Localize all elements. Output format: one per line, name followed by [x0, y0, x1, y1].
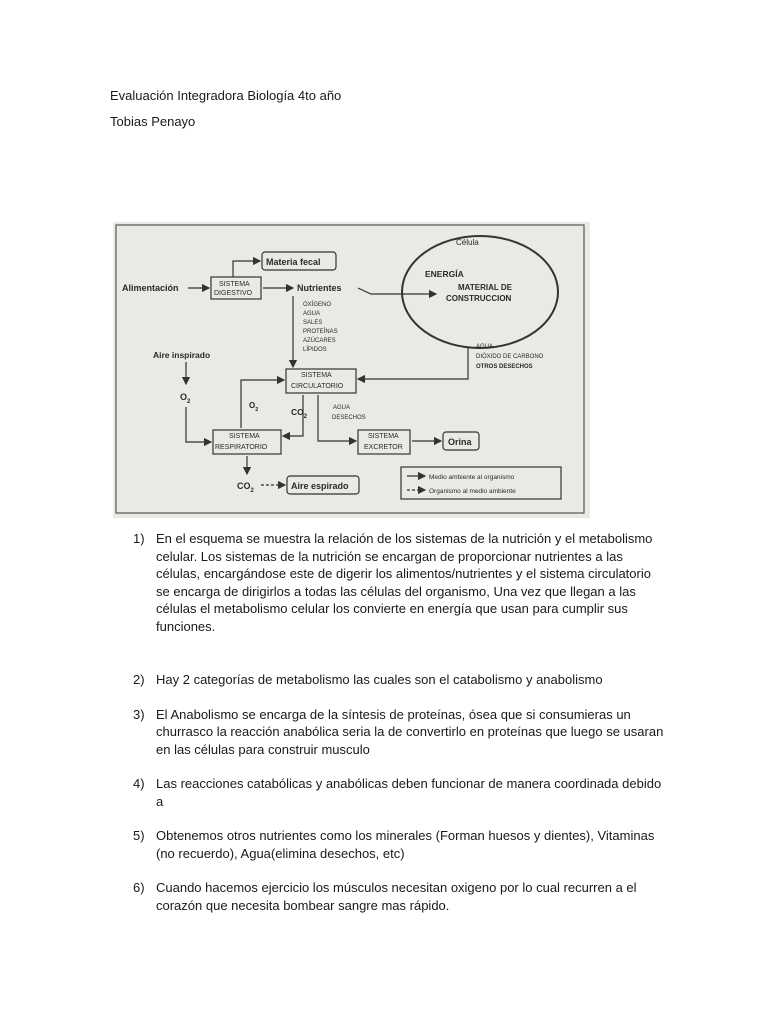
co2-bottom-label: $CO_2$ — [237, 481, 254, 494]
dioxido-label: DIÓXIDO DE CARBONO — [476, 354, 544, 360]
materia-fecal-label: Materia fecal — [266, 257, 321, 267]
answer-text: Cuando hacemos ejercicio los músculos necesitan oxigeno por lo cual recurren a el corazón que necesita bombear sangre mas rápido. — [156, 880, 637, 913]
aire-inspirado-label: Aire inspirado — [153, 350, 211, 360]
answer-text: Obtenemos otros nutrientes como los minerales (Forman huesos y dientes), Vitaminas (no recuerdo), Agua(elimina desechos, etc) — [156, 828, 655, 861]
sistema-digestivo-label-1: SISTEMA — [219, 281, 250, 288]
answer-number: 4) — [133, 776, 145, 791]
sistema-digestivo-label-2: DIGESTIVO — [214, 290, 253, 297]
answer-number: 2) — [133, 672, 145, 687]
answer-item — [125, 827, 665, 862]
sistema-circulatorio-label-1: SISTEMA — [301, 372, 332, 379]
agua-desechos-label-1: AGUA — [333, 405, 351, 411]
answer-text: El Anabolismo se encarga de la síntesis de proteínas, ósea que si consumieras un churrasco la reacción anabólica seria la de convertirlo en proteínas que luego se usaran en las células para construir musculo — [156, 706, 664, 757]
answers-list — [125, 530, 665, 914]
nutrient-item: AZÚCARES — [303, 338, 336, 344]
answer-number: 1) — [133, 531, 145, 546]
nutrient-item: OXÍGENO — [303, 302, 332, 308]
nutrient-item: LÍPIDOS — [303, 347, 327, 353]
sistema-excretor-label-2: EXCRETOR — [364, 444, 403, 451]
cell-ellipse — [402, 236, 558, 348]
material-label-1: MATERIAL DE — [458, 283, 512, 292]
sistema-excretor-label-1: SISTEMA — [368, 433, 399, 440]
answer-text: Hay 2 categorías de metabolismo las cuales son el catabolismo y anabolismo — [156, 672, 603, 687]
otros-desechos-label: OTROS DESECHOS — [476, 364, 533, 370]
celula-label: Célula — [456, 238, 479, 247]
nutrient-item: SALES — [303, 320, 323, 326]
energia-label: ENERGÍA — [425, 269, 464, 279]
answer-text: Las reacciones catabólicas y anabólicas deben funcionar de manera coordinada debido a — [156, 776, 662, 809]
answer-item — [125, 706, 665, 759]
co2-mid-label: $CO_2$ — [291, 407, 308, 420]
answer-number: 5) — [133, 828, 145, 843]
legend-label-1: Medio ambiente al organismo — [429, 474, 515, 481]
sistema-respiratorio-label-1: SISTEMA — [229, 433, 260, 440]
alimentacion-label: Alimentación — [122, 283, 179, 293]
orina-label: Orina — [448, 437, 472, 447]
answer-number: 3) — [133, 706, 145, 722]
legend-label-2: Organismo al medio ambiente — [429, 488, 516, 495]
sistema-circulatorio-label-2: CIRCULATORIO — [291, 383, 344, 390]
o2-left-label: $O_2$ — [180, 392, 191, 405]
nutrition-metabolism-diagram — [113, 222, 590, 518]
agua-desechos-label-2: DESECHOS — [332, 415, 366, 421]
answer-item — [125, 671, 665, 689]
document-title: Evaluación Integradora Biología 4to año — [110, 88, 342, 103]
author-name: Tobias Penayo — [110, 114, 196, 129]
nutrientes-label: Nutrientes — [297, 283, 342, 293]
nutrient-item: AGUA — [303, 311, 321, 317]
answer-item — [125, 879, 665, 914]
answer-item — [125, 530, 665, 635]
sistema-respiratorio-label-2: RESPIRATORIO — [215, 444, 268, 451]
material-label-2: CONSTRUCCION — [446, 294, 512, 303]
o2-mid-label: $O_2$ — [249, 401, 259, 413]
answer-text: En el esquema se muestra la relación de los sistemas de la nutrición y el metabolismo celular. Los sistemas de la nutrición se encargan de proporcionar nutrientes a las células, encargándose este de digerir los alimentos/nutrientes y el sistema circulatorio se encarga de dirigirlos a todas las células del organismo, Una vez que llegan a las células el metabolismo celular los convierte en energía que usan para cumplir sus funciones. — [156, 531, 653, 634]
answer-item — [125, 775, 665, 810]
answer-number: 6) — [133, 880, 145, 895]
aire-espirado-label: Aire espirado — [291, 481, 349, 491]
agua-label: AGUA — [476, 344, 494, 350]
nutrient-item: PROTEÍNAS — [303, 329, 338, 335]
